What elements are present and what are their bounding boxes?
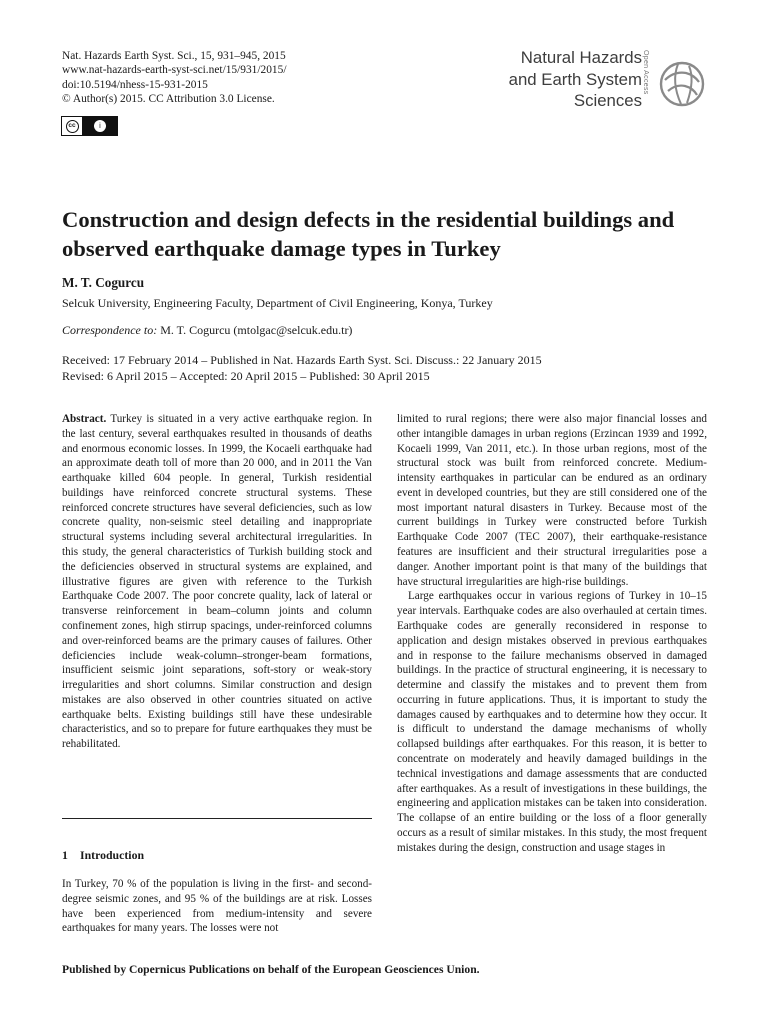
received-published-dates: Received: 17 February 2014 – Published in Nat. Hazards Earth Syst. Sci. Discuss.: 22 January 2015 — [62, 353, 542, 367]
introduction-paragraph-1-start: In Turkey, 70 % of the population is living in the first- and second-degree seismic zones, and 95 % of the buildings are at risk. Losses have been experienced from medium-intensity and severe earthquakes for many years. The losses were not — [62, 878, 372, 935]
journal-name[interactable]: Natural Hazards and Earth System Sciences — [508, 48, 642, 110]
open-access-label: Open Access — [642, 50, 649, 95]
journal-globe-icon — [656, 58, 708, 110]
correspondence-label: Correspondence to: — [62, 323, 158, 337]
publication-dates — [62, 353, 542, 385]
revised-accepted-published-dates: Revised: 6 April 2015 – Accepted: 20 April 2015 – Published: 30 April 2015 — [62, 368, 430, 383]
abstract-text: Turkey is situated in a very active earthquake region. In the last century, several earthquakes resulted in thousands of deaths and enormous economic losses. In 1999, the Kocaeli earthquake had an approximate death toll of more than 20 000, and in 2011 the Van earthquake killed 604 people. In general, Turkish residential buildings have reinforced concrete structural systems. These reinforced concrete structures have several deficiencies, such as low concrete quality, non-seismic steel detailing and inappropriate structural systems including several architectural irregularities. In this study, the general characteristics of Turkish building stock and the deficiencies observed in structural systems are explained, and illustrative figures are given with reference to the Turkish Earthquake Code 2007. The poor concrete quality, lack of lateral or transverse reinforcement in beam–column joints and column confinement zones, high stirrup spacings, under-reinforced columns and over-reinforced beams are the primary causes of failures. Other deficiencies include weak-column–stronger-beam formations, insufficient seismic joint separations, soft-story or weak-story irregularities and short columns. Similar construction and design mistakes are also observed in other countries situated on active earthquake belts. Existing buildings still have these undesirable characteristics, and so to prepare for future earthquakes they must be rehabilitated. — [62, 413, 372, 751]
author-affiliation: Selcuk University, Engineering Faculty, Department of Civil Engineering, Konya, Turkey — [62, 296, 493, 310]
abstract-label: Abstract. — [62, 413, 107, 425]
correspondence-line — [62, 323, 352, 338]
section-number: 1 — [62, 848, 68, 862]
journal-citation-block — [62, 49, 286, 106]
abstract — [62, 412, 372, 752]
introduction-paragraph-2: Large earthquakes occur in various regions of Turkey in 10–15 year intervals. Earthquake codes are also overhauled at certain times. Earthquake codes are generally reconsidered in response to application and design mistakes observed in previous earthquakes and in response to the failure mechanisms observed in damaged buildings. In the practice of structural engineering, it is necessary to determine and classify the mistakes and to prevent them from occurring in future applications. Thus, it is important to study the damages caused by earthquakes and to determine how they occur. It is difficult to understand the damage mechanisms of wholly collapsed buildings after earthquakes. For this reason, it is better to concentrate on moderately and heavily damaged buildings in the technical investigations and damage assessments that are conducted after earthquakes. As a result of investigations in these buildings, the engineering and application mistakes can be taken into consideration. The collapse of an entire building or the loss of a floor generally occurs as a result of similar mistakes. In this study, the most frequent mistakes during the design, construction and usage stages in — [397, 590, 707, 854]
author-name: M. T. Cogurcu — [62, 275, 145, 290]
copyright-notice: © Author(s) 2015. CC Attribution 3.0 License. — [62, 92, 275, 105]
journal-citation: Nat. Hazards Earth Syst. Sci., 15, 931–945, 2015 — [62, 50, 286, 62]
section-title: Introduction — [80, 848, 145, 862]
journal-url[interactable]: www.nat-hazards-earth-syst-sci.net/15/931/2015/ — [62, 64, 287, 77]
introduction-paragraph-1-cont: limited to rural regions; there were also major financial losses and other intangible damages in urban regions (Erzincan 1939 and 1992, Kocaeli 1999, Van 2011, etc.). In those urban regions, most of the structural stock was built from reinforced concrete. Medium-intensity earthquakes in particular can be endured as an ordinary event in developed countries, but they are still considered one of the most important natural disasters in Turkey. Because most of the current buildings in Turkey were constructed before Turkish Earthquake Code 2007 (TEC 2007), their earthquake-resistance features are insufficient and their structural irregularities pose a danger. Another important point is that many of the buildings that have structural irregularities are high-rise buildings. — [397, 413, 707, 588]
article-doi[interactable]: doi:10.5194/nhess-15-931-2015 — [62, 78, 208, 91]
article-title: Construction and design defects in the residential buildings and observed earthquake damage types in Turkey — [62, 207, 675, 261]
correspondence-contact[interactable]: M. T. Cogurcu (mtolgac@selcuk.edu.tr) — [157, 323, 353, 337]
introduction-continued — [397, 412, 707, 855]
section-heading-introduction — [62, 848, 144, 863]
cc-by-license-icon[interactable] — [61, 116, 118, 136]
cc-logo-icon: cc — [66, 120, 79, 133]
attribution-person-icon: i — [94, 120, 106, 132]
publisher-footer: Published by Copernicus Publications on behalf of the European Geosciences Union. — [62, 963, 480, 976]
abstract-divider — [62, 818, 372, 819]
